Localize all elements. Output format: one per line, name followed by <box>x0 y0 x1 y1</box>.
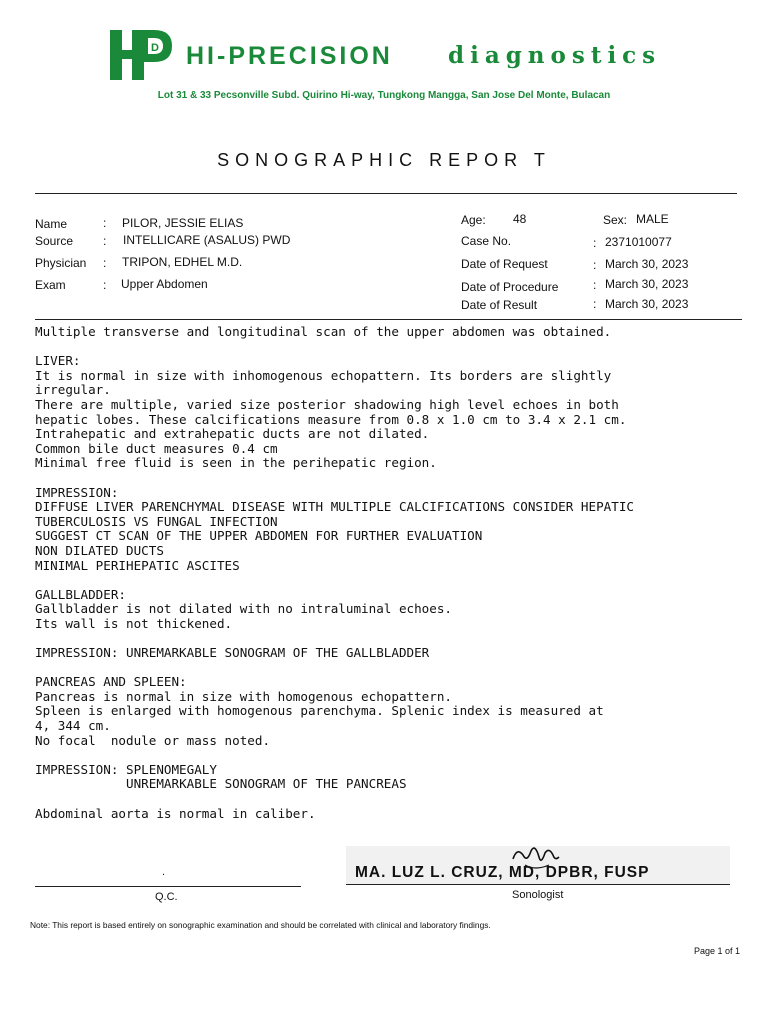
age-label: Age: <box>461 213 486 227</box>
physician-colon: : <box>103 256 107 270</box>
sex-value: MALE <box>636 212 669 226</box>
age-value: 48 <box>513 212 527 226</box>
procedure-label: Date of Procedure <box>461 280 559 294</box>
sonologist-name: MA. LUZ L. CRUZ, MD, DPBR, FUSP <box>355 864 650 881</box>
brand-name: HI-PRECISION <box>186 42 393 70</box>
svg-text:D: D <box>151 42 159 54</box>
sonologist-signature-line <box>346 884 730 885</box>
name-value: PILOR, JESSIE ELIAS <box>122 216 244 230</box>
source-colon: : <box>103 234 107 248</box>
case-label: Case No. <box>461 234 512 248</box>
procedure-value: March 30, 2023 <box>605 277 689 291</box>
case-colon: : <box>593 236 597 250</box>
disclaimer-note: Note: This report is based entirely on sonographic examination and should be correlated with clinical and laboratory findings. <box>30 920 491 930</box>
physician-label: Physician <box>35 256 87 270</box>
qc-signature-mark: . <box>162 866 166 878</box>
request-colon: : <box>593 258 597 272</box>
exam-label: Exam <box>35 278 66 292</box>
sonologist-label: Sonologist <box>512 889 564 901</box>
exam-value: Upper Abdomen <box>121 277 208 291</box>
sex-label: Sex: <box>603 213 628 227</box>
request-label: Date of Request <box>461 257 548 271</box>
page-number: Page 1 of 1 <box>694 946 741 956</box>
info-divider <box>35 319 742 320</box>
brand-subtitle: diagnostics <box>448 42 662 69</box>
title-divider <box>35 193 737 194</box>
result-value: March 30, 2023 <box>605 297 689 311</box>
case-value: 2371010077 <box>605 235 672 249</box>
exam-colon: : <box>103 278 107 292</box>
qc-label: Q.C. <box>155 891 178 903</box>
name-colon: : <box>103 216 107 230</box>
request-value: March 30, 2023 <box>605 257 689 271</box>
source-value: INTELLICARE (ASALUS) PWD <box>123 233 291 247</box>
qc-signature-line <box>35 886 301 887</box>
name-label: Name <box>35 217 68 231</box>
report-body: Multiple transverse and longitudinal scan of the upper abdomen was obtained. LIVER: It is normal in size with inhomogenous echopattern. Its borders are slightly irregular. There are multiple, varied size posterior shadowing high level echoes in both hepatic lobes. These calcifications measure from 0.8 x 1.0 cm to 3.4 x 2.1 cm. Intrahepatic and extrahepatic ducts are not dilated. Common bile duct measures 0.4 cm Minimal free fluid is seen in the perihepatic region. IMPRESSION: DIFFUSE LIVER PARENCHYMAL DISEASE WITH MULTIPLE CALCIFICATIONS CONSIDER HEPATIC TUBERCULOSIS VS FUNGAL INFECTION SUGGEST CT SCAN OF THE UPPER ABDOMEN FOR FURTHER EVALUATION NON DILATED DUCTS MINIMAL PERIHEPATIC ASCITES GALLBLADDER: Gallbladder is not dilated with no intraluminal echoes. Its wall is not thickened. IMPRESSION: UNREMARKABLE SONOGRAM OF THE GALLBLADDER PANCREAS AND SPLEEN: Pancreas is normal in size with homogenous echopattern. Spleen is enlarged with homogenous parenchyma. Splenic index is measured at 4, 344 cm. No focal nodule or mass noted. IMPRESSION: SPLENOMEGALY UNREMARKABLE SONOGRAM OF THE PANCREAS Abdominal aorta is normal in caliber. <box>35 324 634 821</box>
result-colon: : <box>593 297 597 311</box>
physician-value: TRIPON, EDHEL M.D. <box>122 255 243 269</box>
clinic-address: Lot 31 & 33 Pecsonville Subd. Quirino Hi-way, Tungkong Mangga, San Jose Del Monte, Bulacan <box>157 90 611 101</box>
hpd-logo <box>110 30 172 80</box>
result-label: Date of Result <box>461 298 538 312</box>
report-title: SONOGRAPHIC REPOR T <box>217 150 551 170</box>
source-label: Source <box>35 234 74 248</box>
procedure-colon: : <box>593 278 597 292</box>
